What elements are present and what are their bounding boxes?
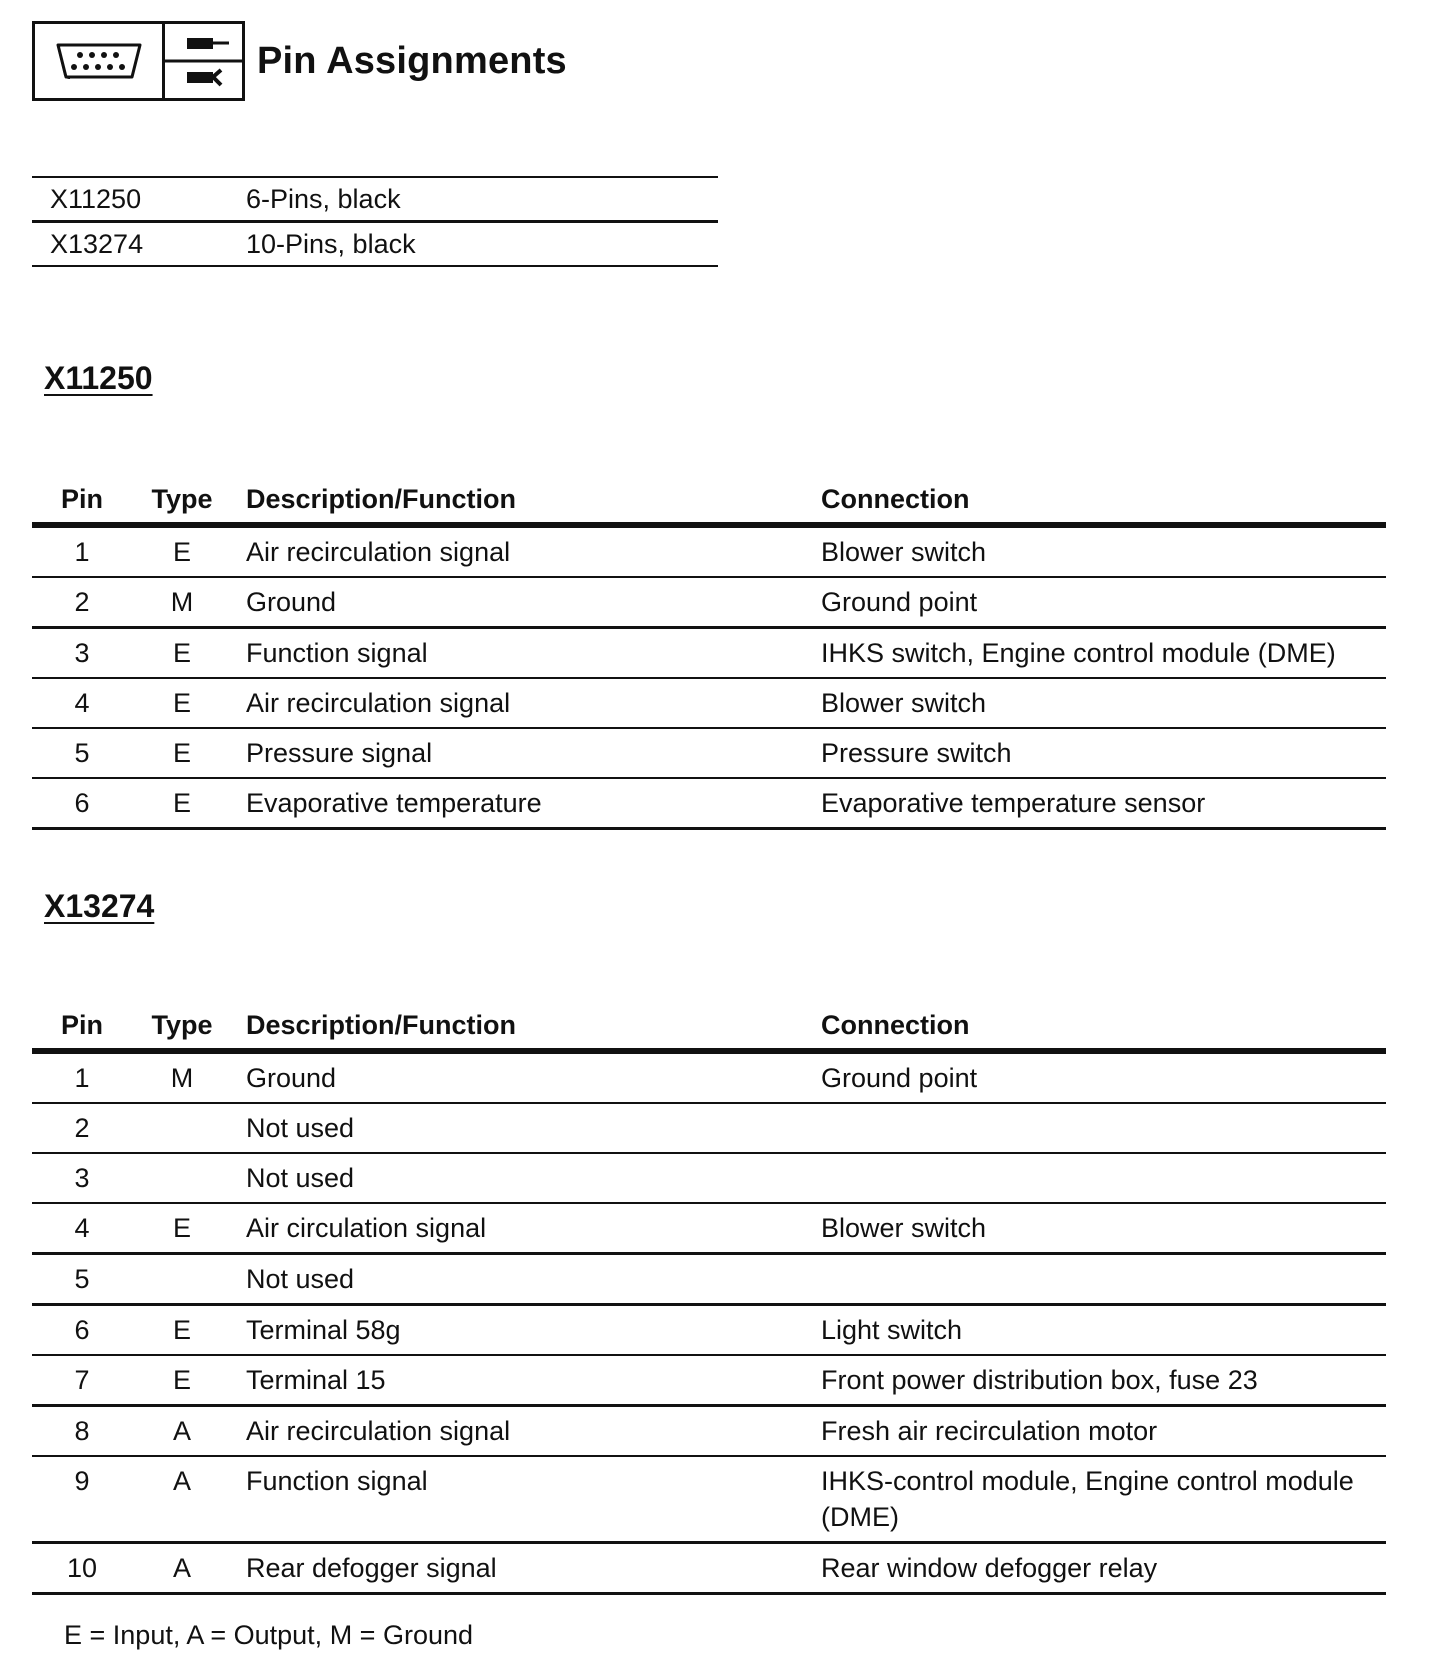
cell-connection: IHKS-control module, Engine control module (DME) (821, 1456, 1386, 1543)
header-pin: Pin (32, 1002, 132, 1051)
cell-description: Ground (232, 577, 821, 628)
connector-id: X11250 (50, 183, 142, 214)
connector-id: X13274 (50, 228, 144, 259)
cell-description: Rear defogger signal (232, 1543, 821, 1594)
table-row (32, 1543, 1386, 1594)
cell-pin: 3 (32, 628, 132, 679)
cell-type (132, 1103, 232, 1153)
header-type: Type (132, 1002, 232, 1051)
page-title: Pin Assignments (257, 39, 567, 82)
table-row (32, 1355, 1386, 1406)
cell-connection (821, 1153, 1386, 1203)
cell-description: Not used (232, 1153, 821, 1203)
cell-pin: 1 (32, 525, 132, 577)
cell-connection: Blower switch (821, 678, 1386, 728)
header-pin: Pin (32, 476, 132, 525)
cell-description: Pressure signal (232, 728, 821, 778)
cell-description: Evaporative temperature (232, 778, 821, 829)
table-row (32, 1203, 1386, 1254)
cell-pin: 4 (32, 678, 132, 728)
page-header (32, 20, 567, 102)
connector-row (32, 222, 718, 267)
section-title-x13274: X13274 (44, 888, 155, 924)
cell-description: Air recirculation signal (232, 1406, 821, 1457)
cell-description: Terminal 58g (232, 1305, 821, 1356)
cell-connection: Pressure switch (821, 728, 1386, 778)
cell-connection: Blower switch (821, 525, 1386, 577)
cell-type: E (132, 525, 232, 577)
connector-icon-box (32, 21, 245, 101)
table-row (32, 1051, 1386, 1103)
cell-description: Function signal (232, 1456, 821, 1543)
cell-pin: 10 (32, 1543, 132, 1594)
header-type: Type (132, 476, 232, 525)
header-connection: Connection (821, 476, 1386, 525)
cell-type: E (132, 778, 232, 829)
table-row (32, 1305, 1386, 1356)
cell-type: M (132, 1051, 232, 1103)
cell-connection: Ground point (821, 1051, 1386, 1103)
cell-description: Not used (232, 1254, 821, 1305)
cell-connection: IHKS switch, Engine control module (DME) (821, 628, 1386, 679)
header-connection: Connection (821, 1002, 1386, 1051)
cell-type: E (132, 628, 232, 679)
header-description: Description/Function (232, 1002, 821, 1051)
cell-description: Terminal 15 (232, 1355, 821, 1406)
table-row (32, 1153, 1386, 1203)
cell-type: A (132, 1406, 232, 1457)
cell-type: E (132, 1355, 232, 1406)
cell-connection (821, 1103, 1386, 1153)
table-row (32, 525, 1386, 577)
cell-type: A (132, 1456, 232, 1543)
connector-summary-table (32, 176, 718, 267)
table-row (32, 1103, 1386, 1153)
connector-desc: 10-Pins, black (246, 228, 416, 259)
table-row (32, 577, 1386, 628)
cell-connection (821, 1254, 1386, 1305)
cell-pin: 4 (32, 1203, 132, 1254)
pin-table-x11250 (32, 476, 1386, 830)
pin-table-x13274 (32, 1002, 1386, 1595)
cell-connection: Front power distribution box, fuse 23 (821, 1355, 1386, 1406)
cell-pin: 5 (32, 1254, 132, 1305)
cell-type (132, 1153, 232, 1203)
cell-type: E (132, 1305, 232, 1356)
cell-pin: 2 (32, 1103, 132, 1153)
cell-connection: Rear window defogger relay (821, 1543, 1386, 1594)
cell-type: M (132, 577, 232, 628)
connector-row (32, 177, 718, 222)
cell-connection: Fresh air recirculation motor (821, 1406, 1386, 1457)
cell-description: Not used (232, 1103, 821, 1153)
cell-connection: Ground point (821, 577, 1386, 628)
cell-pin: 2 (32, 577, 132, 628)
cell-type (132, 1254, 232, 1305)
table-row (32, 678, 1386, 728)
cell-type: A (132, 1543, 232, 1594)
type-legend: E = Input, A = Output, M = Ground (64, 1620, 474, 1650)
cell-description: Ground (232, 1051, 821, 1103)
cell-description: Air recirculation signal (232, 525, 821, 577)
table-row (32, 1406, 1386, 1457)
table-row (32, 778, 1386, 829)
cell-pin: 6 (32, 778, 132, 829)
section-title-x11250: X11250 (44, 360, 153, 396)
connector-plug-icon (35, 24, 165, 98)
cell-pin: 1 (32, 1051, 132, 1103)
cell-connection: Blower switch (821, 1203, 1386, 1254)
cell-pin: 5 (32, 728, 132, 778)
table-row (32, 1254, 1386, 1305)
cell-connection: Light switch (821, 1305, 1386, 1356)
cell-pin: 3 (32, 1153, 132, 1203)
table-row (32, 1456, 1386, 1543)
cell-type: E (132, 728, 232, 778)
connector-desc: 6-Pins, black (246, 183, 401, 214)
cell-description: Function signal (232, 628, 821, 679)
cell-pin: 8 (32, 1406, 132, 1457)
header-description: Description/Function (232, 476, 821, 525)
table-row (32, 628, 1386, 679)
table-header-row (32, 476, 1386, 525)
cell-type: E (132, 1203, 232, 1254)
table-header-row (32, 1002, 1386, 1051)
pin-contacts-icon (165, 24, 242, 98)
cell-pin: 7 (32, 1355, 132, 1406)
table-row (32, 728, 1386, 778)
cell-description: Air recirculation signal (232, 678, 821, 728)
cell-pin: 6 (32, 1305, 132, 1356)
cell-description: Air circulation signal (232, 1203, 821, 1254)
cell-type: E (132, 678, 232, 728)
cell-connection: Evaporative temperature sensor (821, 778, 1386, 829)
cell-pin: 9 (32, 1456, 132, 1543)
